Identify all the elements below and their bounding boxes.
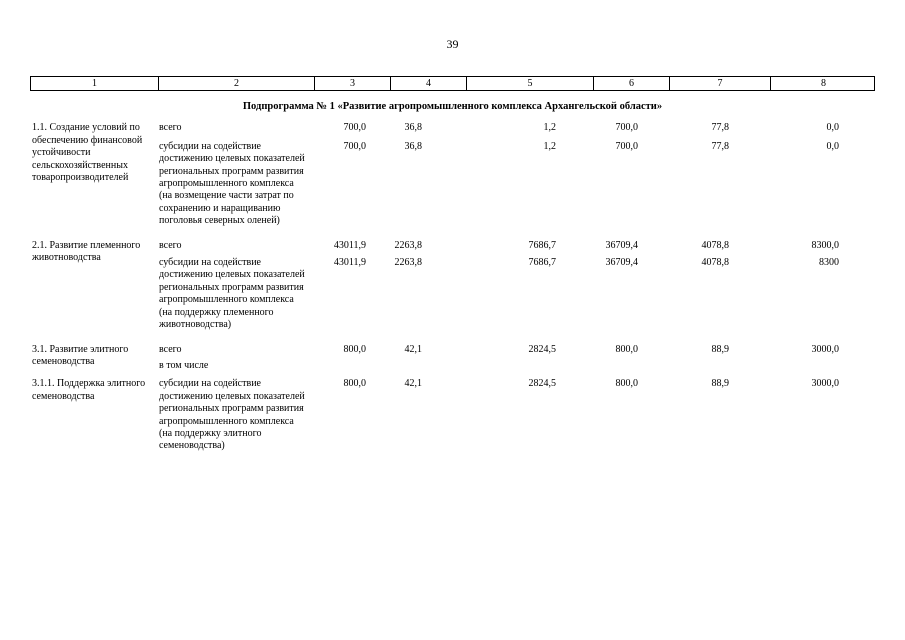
value-cell: 77,8 [711, 140, 729, 152]
value-cell: 800,0 [615, 343, 638, 355]
value-cell: 8300,0 [811, 239, 839, 251]
measure-name: 2.1. Развитие племенного животноводства [32, 239, 141, 264]
value-cell: 43011,9 [333, 239, 366, 251]
value-cell: 800,0 [343, 378, 366, 390]
funding-type: всего [159, 239, 182, 251]
value-cell: 2824,5 [528, 378, 556, 390]
value-cell: 700,0 [343, 140, 366, 152]
table-row [30, 378, 875, 452]
measure-name: 3.1.1. Поддержка элитного семеноводства [32, 378, 146, 402]
table-row [30, 240, 875, 332]
column-header: 6 [593, 77, 669, 90]
value-cell: 3000,0 [811, 343, 839, 355]
column-header: 7 [669, 77, 770, 90]
value-cell: 700,0 [615, 122, 638, 134]
funding-type: субсидии на содействие достижению целевых показателей региональных программ развития агропромышленного комплекса (на поддержку племенного животноводства) [159, 257, 305, 331]
column-number-header [30, 76, 875, 91]
value-cell: 42,1 [404, 378, 422, 390]
column-header: 5 [466, 77, 593, 90]
column-header: 4 [390, 77, 466, 90]
value-cell: 800,0 [343, 343, 366, 355]
table-row [30, 344, 875, 373]
value-cell: 88,9 [711, 343, 729, 355]
value-cell: 700,0 [615, 140, 638, 152]
value-cell: 8300 [819, 257, 839, 269]
value-cell: 42,1 [404, 343, 422, 355]
column-header: 2 [158, 77, 314, 90]
value-cell: 36709,4 [605, 257, 638, 269]
value-cell: 7686,7 [528, 257, 556, 269]
column-header: 3 [314, 77, 390, 90]
value-cell: 88,9 [711, 378, 729, 390]
value-cell: 7686,7 [528, 239, 556, 251]
funding-type: всего [159, 343, 182, 355]
table-row [30, 122, 875, 227]
value-cell: 3000,0 [811, 378, 839, 390]
value-cell: 77,8 [711, 122, 729, 134]
value-cell: 43011,9 [333, 257, 366, 269]
funding-type: субсидии на содействие достижению целевых показателей региональных программ развития агропромышленного комплекса (на поддержку элитного семеноводства) [159, 378, 305, 452]
value-cell: 2263,8 [394, 257, 422, 269]
budget-table [30, 76, 875, 453]
measure-name: 3.1. Развитие элитного семеноводства [32, 343, 129, 367]
page-number: 39 [446, 37, 459, 51]
subprogram-title: Подпрограмма № 1 «Развитие агропромышленного комплекса Архангельской области» [242, 101, 663, 112]
value-cell: 36,8 [404, 122, 422, 134]
value-cell: 36,8 [404, 140, 422, 152]
value-cell: 4078,8 [701, 257, 729, 269]
value-cell: 4078,8 [701, 239, 729, 251]
value-cell: 1,2 [543, 140, 556, 152]
funding-type: в том числе [159, 359, 209, 371]
value-cell: 2263,8 [394, 239, 422, 251]
value-cell: 700,0 [343, 122, 366, 134]
value-cell: 1,2 [543, 122, 556, 134]
column-header: 1 [92, 78, 97, 89]
value-cell: 2824,5 [528, 343, 556, 355]
funding-type: всего [159, 122, 182, 134]
value-cell: 0,0 [826, 140, 839, 152]
funding-type: субсидии на содействие достижению целевых показателей региональных программ развития агропромышленного комплекса (на возмещение части затрат по сохранению и наращиванию поголовья северных оленей) [159, 140, 305, 227]
value-cell: 36709,4 [605, 239, 638, 251]
column-header: 8 [770, 77, 876, 90]
value-cell: 0,0 [826, 122, 839, 134]
measure-name: 1.1. Создание условий по обеспечению финансовой устойчивости сельскохозяйственных товаропроизводителей [32, 122, 143, 184]
value-cell: 800,0 [615, 378, 638, 390]
